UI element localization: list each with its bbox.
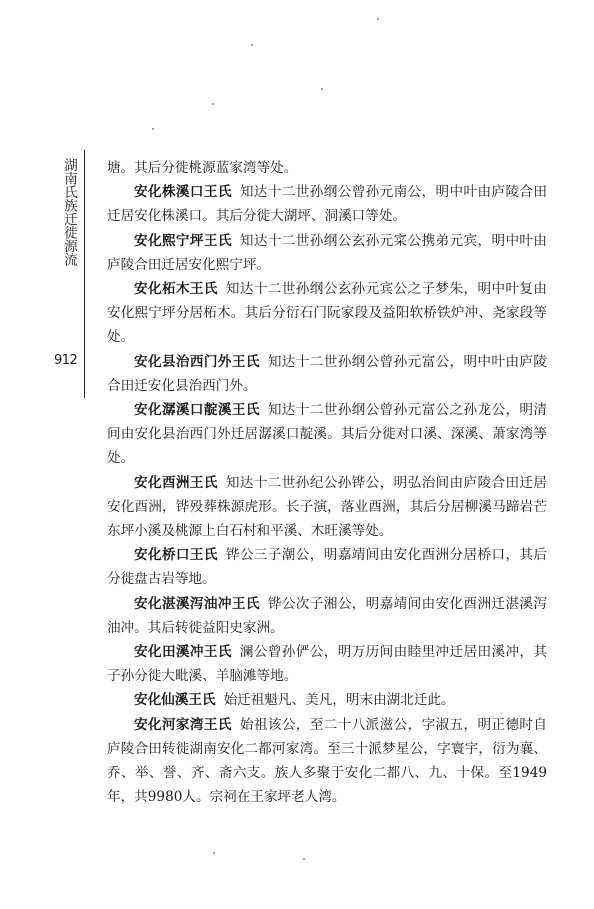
scan-speck <box>377 18 379 20</box>
entry-text: 知达十二世孙纲公曾孙元富公之孙龙公，明清间由安化县治西门外迁居潺溪口靛溪。其后分徙对口溪、深溪、萧家湾等处。 <box>107 402 548 467</box>
entry-text: 始祖该公，至二十八派滋公，字淑五，明正德时自庐陵合田转徙湖南安化二都河家湾。至三十派梦星公，字寰宇，衍为襄、乔、举、誉、齐、斋六支。族人多聚于安化二都八、九、十保。至1949年，共9980人。宗祠在王家坪老人湾。 <box>107 716 548 806</box>
entry-paragraph <box>107 229 547 277</box>
entry-text: 知达十二世孙纲公玄孙元宾公之子梦朱，明中叶复由安化熙宁坪分居柘木。其后分衍石门阮家段及益阳软桥铁炉冲、尧家段等处。 <box>107 281 548 346</box>
entry-title: 安化潺溪口靛溪王氏 <box>134 402 260 419</box>
entry-paragraph <box>107 398 547 471</box>
entry-title: 安化河家湾王氏 <box>134 716 232 733</box>
entry-title: 安化桥口王氏 <box>134 547 218 564</box>
entry-title: 安化株溪口王氏 <box>134 184 232 201</box>
sidebar-title: 湖南氏族迁徙源流 <box>61 158 77 266</box>
entry-text: 知达十二世孙纲公玄孙元寀公携弟元宾，明中叶由庐陵合田迁居安化熙宁坪。 <box>107 232 548 273</box>
entry-text: 澜公曾孙俨公，明万历间由睦里冲迁居田溪冲，其子孙分徙大毗溪、羊脑滩等地。 <box>107 644 548 685</box>
page-number: 912 <box>54 353 78 368</box>
entry-title: 安化仙溪王氏 <box>134 692 216 709</box>
entry-title: 安化田溪冲王氏 <box>134 644 232 661</box>
scan-speck <box>213 852 215 854</box>
entry-text: 铧公次子湘公，明嘉靖间由安化酉洲迁湛溪泻油冲。其后转徙益阳史家洲。 <box>107 595 548 636</box>
entry-title: 安化湛溪泻油冲王氏 <box>134 595 260 612</box>
entry-paragraph <box>107 471 547 544</box>
entry-text: 知达十二世孙纲公曾孙元富公，明中叶由庐陵合田迁安化县治西门外。 <box>107 353 548 394</box>
scan-speck <box>251 44 253 46</box>
scan-speck <box>321 88 323 90</box>
scan-speck <box>303 858 305 860</box>
entry-paragraph <box>107 180 547 228</box>
entry-paragraph <box>107 640 547 688</box>
entry-text: 知达十二世孙纪公孙铧公，明弘治间由庐陵合田迁居安化酉洲，铧殁葬株源虎形。长子演，落业酉洲，其后分居柳溪马蹄岩芒东坪小溪及桃源上白石村和平溪、木旺溪等处。 <box>107 474 548 540</box>
intro-paragraph: 塘。其后分徙桃源蓝家湾等处。 <box>107 160 298 176</box>
entry-paragraph <box>107 713 547 810</box>
entry-title: 安化柘木王氏 <box>134 281 218 298</box>
scan-speck <box>152 128 154 130</box>
entry-text: 铧公三子潮公，明嘉靖间由安化酉洲分居桥口，其后分徙盘古岩等地。 <box>107 547 548 588</box>
entry-paragraph <box>107 543 547 591</box>
entry-paragraph <box>107 688 547 712</box>
scan-speck <box>212 103 214 105</box>
entry-text: 始迁祖魁凡、美凡，明末由湖北迁此。 <box>223 692 455 709</box>
entry-text: 知达十二世孙纲公曾孙元南公，明中叶由庐陵合田迁居安化株溪口。其后分徙大湖坪、洞溪口等处。 <box>107 184 548 225</box>
page-body <box>107 156 547 809</box>
sidebar-rule <box>84 150 85 398</box>
entry-title: 安化县治西门外王氏 <box>134 353 260 370</box>
entry-title: 安化熙宁坪王氏 <box>134 232 232 249</box>
entry-paragraph <box>107 592 547 640</box>
entry-paragraph <box>107 277 547 350</box>
entry-paragraph <box>107 350 547 398</box>
entry-title: 安化酉洲王氏 <box>134 474 218 491</box>
